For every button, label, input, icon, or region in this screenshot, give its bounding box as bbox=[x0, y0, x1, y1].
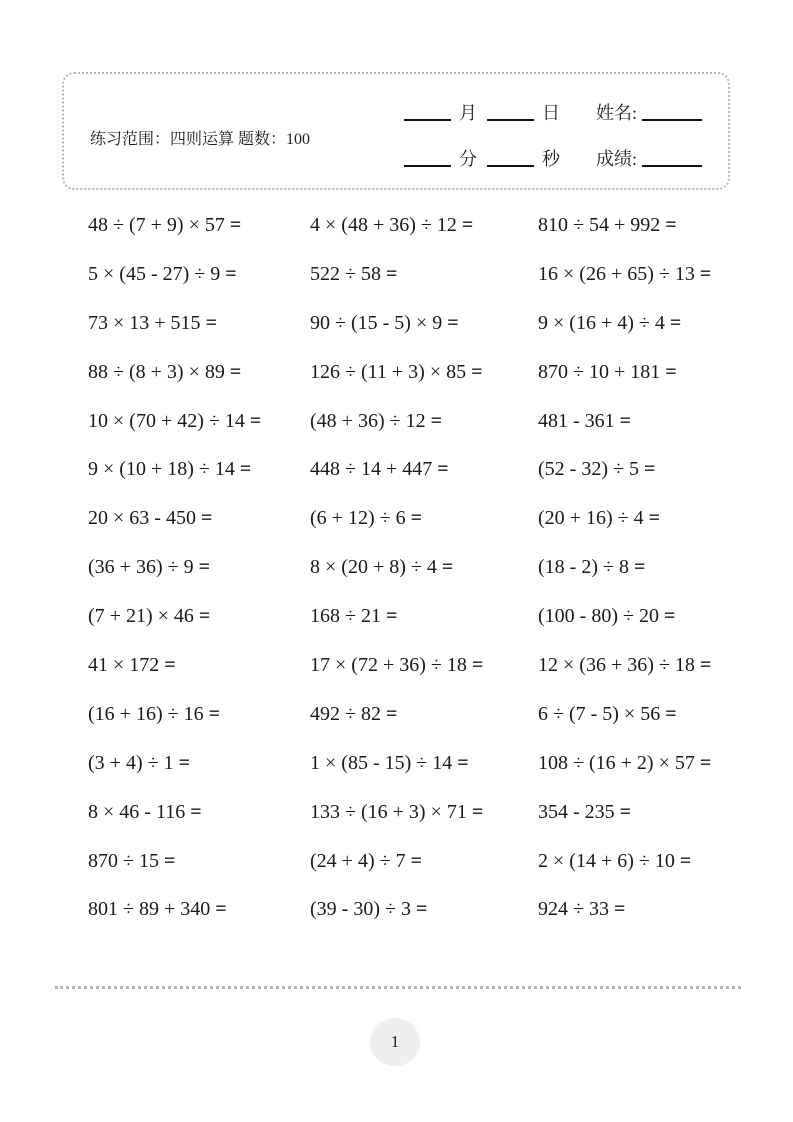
math-problem bbox=[88, 250, 310, 299]
math-problem bbox=[310, 201, 538, 250]
equals-sign: = bbox=[229, 360, 242, 383]
equals-sign: = bbox=[619, 800, 632, 823]
math-problem bbox=[538, 494, 735, 543]
math-problem bbox=[88, 592, 310, 641]
math-problem bbox=[538, 788, 735, 837]
problems-grid bbox=[88, 201, 735, 934]
expression: 354 - 235 bbox=[538, 800, 615, 823]
problem-column-2 bbox=[310, 201, 538, 934]
equals-sign: = bbox=[215, 898, 227, 921]
equals-sign: = bbox=[385, 262, 398, 285]
math-problem bbox=[310, 348, 538, 397]
equals-sign: = bbox=[410, 849, 422, 872]
score-label: 成绩: bbox=[596, 149, 638, 169]
score-blank bbox=[642, 165, 702, 167]
math-problem bbox=[88, 494, 310, 543]
equals-sign: = bbox=[229, 213, 242, 236]
equals-sign: = bbox=[699, 262, 712, 285]
equals-sign: = bbox=[461, 213, 474, 236]
expression: (36 + 36) ÷ 9 bbox=[88, 556, 194, 579]
expression: 16 × (26 + 65) ÷ 13 bbox=[538, 262, 695, 285]
expression: (3 + 4) ÷ 1 bbox=[88, 751, 174, 774]
math-problem bbox=[310, 445, 538, 494]
math-problem bbox=[310, 788, 538, 837]
math-problem bbox=[310, 885, 538, 934]
expression: 108 ÷ (16 + 2) × 57 bbox=[538, 751, 695, 774]
expression: (7 + 21) × 46 bbox=[88, 605, 194, 628]
expression: (20 + 16) ÷ 4 bbox=[538, 507, 644, 530]
equals-sign: = bbox=[190, 800, 202, 823]
math-problem bbox=[538, 397, 735, 446]
expression: 924 ÷ 33 bbox=[538, 898, 609, 921]
equals-sign: = bbox=[665, 360, 677, 383]
math-problem bbox=[88, 739, 310, 788]
equals-sign: = bbox=[410, 507, 422, 530]
equals-sign: = bbox=[415, 898, 428, 921]
expression: 481 - 361 bbox=[538, 409, 615, 432]
expression: 810 ÷ 54 + 992 bbox=[538, 213, 661, 236]
equals-sign: = bbox=[385, 605, 398, 628]
equals-sign: = bbox=[249, 409, 262, 432]
math-problem bbox=[538, 201, 735, 250]
expression: 126 ÷ (11 + 3) × 85 bbox=[310, 360, 467, 383]
math-problem bbox=[88, 690, 310, 739]
equals-sign: = bbox=[178, 751, 190, 774]
equals-sign: = bbox=[457, 751, 469, 774]
math-problem bbox=[310, 299, 538, 348]
equals-sign: = bbox=[679, 849, 692, 872]
expression: 801 ÷ 89 + 340 bbox=[88, 898, 211, 921]
time-score-row bbox=[404, 146, 702, 170]
expression: 6 ÷ (7 - 5) × 56 bbox=[538, 702, 661, 725]
math-problem bbox=[88, 397, 310, 446]
equals-sign: = bbox=[648, 507, 660, 530]
month-blank bbox=[404, 119, 451, 121]
equals-sign: = bbox=[198, 605, 211, 628]
math-problem bbox=[310, 739, 538, 788]
minute-label: 分 bbox=[459, 149, 477, 169]
footer-separator bbox=[55, 986, 741, 989]
math-problem bbox=[538, 299, 735, 348]
equals-sign: = bbox=[633, 556, 646, 579]
equals-sign: = bbox=[163, 849, 176, 872]
equals-sign: = bbox=[441, 556, 454, 579]
math-problem bbox=[310, 837, 538, 886]
equals-sign: = bbox=[430, 409, 442, 432]
expression: 5 × (45 - 27) ÷ 9 bbox=[88, 262, 221, 285]
equals-sign: = bbox=[643, 458, 656, 481]
day-label: 日 bbox=[542, 103, 560, 123]
equals-sign: = bbox=[665, 702, 677, 725]
equals-sign: = bbox=[437, 458, 449, 481]
practice-scope-label: 练习范围：四则运算 题数：100 bbox=[90, 131, 311, 148]
expression: 1 × (85 - 15) ÷ 14 bbox=[310, 751, 453, 774]
expression: 17 × (72 + 36) ÷ 18 bbox=[310, 653, 467, 676]
equals-sign: = bbox=[208, 702, 220, 725]
expression: 522 ÷ 58 bbox=[310, 262, 381, 285]
math-problem bbox=[310, 641, 538, 690]
expression: (16 + 16) ÷ 16 bbox=[88, 702, 204, 725]
name-label: 姓名: bbox=[596, 103, 638, 123]
expression: 168 ÷ 21 bbox=[310, 605, 381, 628]
equals-sign: = bbox=[699, 653, 712, 676]
header-box bbox=[62, 72, 730, 190]
math-problem bbox=[538, 543, 735, 592]
math-problem bbox=[88, 543, 310, 592]
equals-sign: = bbox=[205, 311, 217, 334]
math-problem bbox=[310, 690, 538, 739]
equals-sign: = bbox=[200, 507, 213, 530]
second-label: 秒 bbox=[542, 149, 560, 169]
expression: 10 × (70 + 42) ÷ 14 bbox=[88, 409, 245, 432]
expression: 2 × (14 + 6) ÷ 10 bbox=[538, 849, 675, 872]
math-problem bbox=[310, 592, 538, 641]
equals-sign: = bbox=[471, 653, 484, 676]
expression: (48 + 36) ÷ 12 bbox=[310, 409, 426, 432]
math-problem bbox=[88, 348, 310, 397]
expression: (18 - 2) ÷ 8 bbox=[538, 556, 629, 579]
math-problem bbox=[88, 299, 310, 348]
expression: 870 ÷ 10 + 181 bbox=[538, 360, 661, 383]
equals-sign: = bbox=[613, 898, 626, 921]
expression: 9 × (16 + 4) ÷ 4 bbox=[538, 311, 665, 334]
math-problem bbox=[538, 739, 735, 788]
math-problem bbox=[88, 201, 310, 250]
month-label: 月 bbox=[459, 103, 477, 123]
equals-sign: = bbox=[663, 605, 676, 628]
math-problem bbox=[538, 348, 735, 397]
name-blank bbox=[642, 119, 702, 121]
expression: 20 × 63 - 450 bbox=[88, 507, 196, 530]
expression: (52 - 32) ÷ 5 bbox=[538, 458, 639, 481]
equals-sign: = bbox=[385, 702, 398, 725]
math-problem bbox=[88, 641, 310, 690]
expression: 8 × 46 - 116 bbox=[88, 800, 186, 823]
math-problem bbox=[88, 788, 310, 837]
expression: 88 ÷ (8 + 3) × 89 bbox=[88, 360, 225, 383]
expression: 492 ÷ 82 bbox=[310, 702, 381, 725]
math-problem bbox=[310, 494, 538, 543]
equals-sign: = bbox=[619, 409, 632, 432]
math-problem bbox=[538, 837, 735, 886]
expression: 133 ÷ (16 + 3) × 71 bbox=[310, 800, 467, 823]
equals-sign: = bbox=[665, 213, 677, 236]
equals-sign: = bbox=[699, 751, 712, 774]
day-blank bbox=[487, 119, 534, 121]
date-name-row bbox=[404, 100, 702, 124]
minute-blank bbox=[404, 165, 451, 167]
math-problem bbox=[538, 641, 735, 690]
math-problem bbox=[88, 837, 310, 886]
expression: 8 × (20 + 8) ÷ 4 bbox=[310, 556, 437, 579]
equals-sign: = bbox=[225, 262, 237, 285]
problem-column-3 bbox=[538, 201, 735, 934]
math-problem bbox=[88, 445, 310, 494]
expression: 90 ÷ (15 - 5) × 9 bbox=[310, 311, 443, 334]
expression: 9 × (10 + 18) ÷ 14 bbox=[88, 458, 235, 481]
expression: (100 - 80) ÷ 20 bbox=[538, 605, 659, 628]
math-problem bbox=[538, 250, 735, 299]
expression: 448 ÷ 14 + 447 bbox=[310, 458, 433, 481]
equals-sign: = bbox=[198, 556, 210, 579]
math-problem bbox=[538, 592, 735, 641]
expression: 48 ÷ (7 + 9) × 57 bbox=[88, 213, 225, 236]
math-problem bbox=[310, 543, 538, 592]
expression: 73 × 13 + 515 bbox=[88, 311, 201, 334]
expression: (24 + 4) ÷ 7 bbox=[310, 849, 406, 872]
expression: 4 × (48 + 36) ÷ 12 bbox=[310, 213, 457, 236]
problem-column-1 bbox=[88, 201, 310, 934]
expression: (39 - 30) ÷ 3 bbox=[310, 898, 411, 921]
equals-sign: = bbox=[239, 458, 252, 481]
math-problem bbox=[310, 250, 538, 299]
math-problem bbox=[88, 885, 310, 934]
expression: 41 × 172 bbox=[88, 653, 160, 676]
math-problem bbox=[310, 397, 538, 446]
page-number: 1 bbox=[390, 1032, 400, 1051]
equals-sign: = bbox=[164, 653, 176, 676]
equals-sign: = bbox=[471, 360, 483, 383]
math-problem bbox=[538, 885, 735, 934]
expression: (6 + 12) ÷ 6 bbox=[310, 507, 406, 530]
equals-sign: = bbox=[471, 800, 484, 823]
expression: 12 × (36 + 36) ÷ 18 bbox=[538, 653, 695, 676]
math-problem bbox=[538, 445, 735, 494]
equals-sign: = bbox=[669, 311, 682, 334]
math-problem bbox=[538, 690, 735, 739]
second-blank bbox=[487, 165, 534, 167]
expression: 870 ÷ 15 bbox=[88, 849, 159, 872]
page-number-badge bbox=[370, 1018, 420, 1066]
equals-sign: = bbox=[447, 311, 459, 334]
